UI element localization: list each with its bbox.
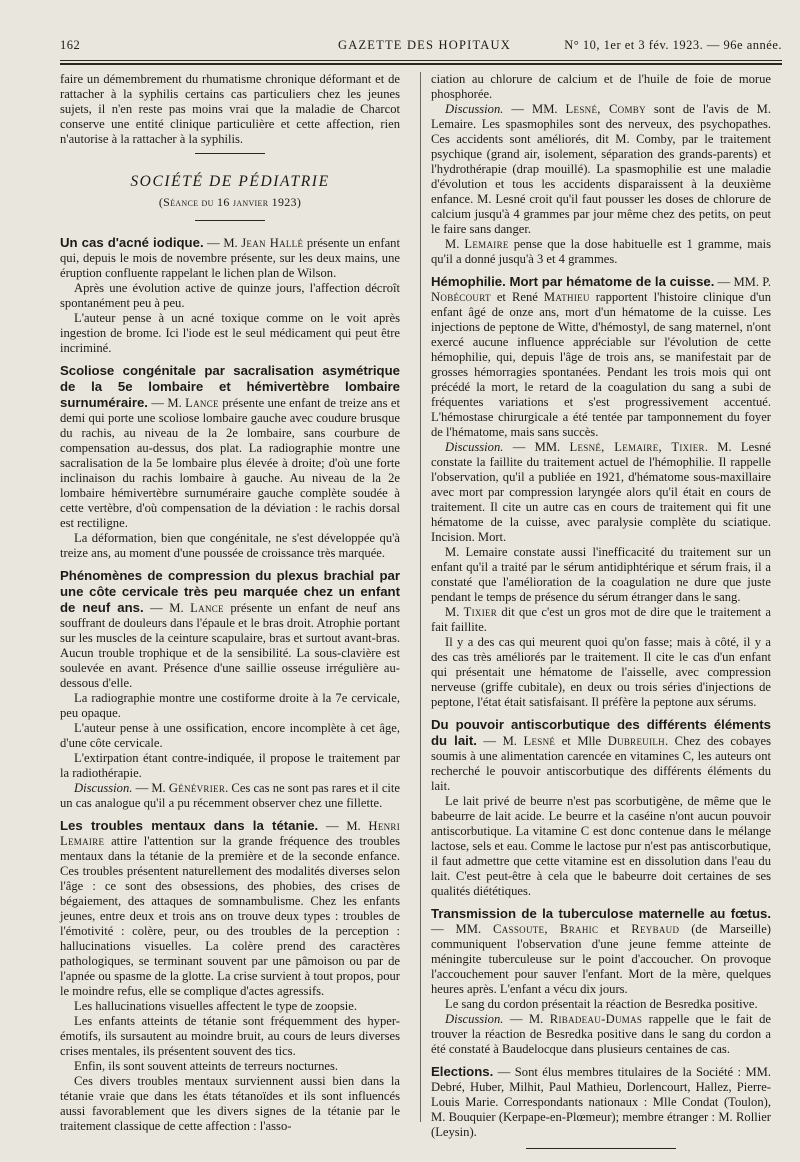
paragraph: Il y a des cas qui meurent quoi qu'on fasse; mais à côté, il y a des cas très améliorés par le traitement. Il cite le cas d'un enfant qui présentait une hématome de l'aisselle, avec compression nerveuse (griffe cubitale), en deux ou trois séries d'injections de peptone, l'état était satisfaisant. Il préfère la peptone aux sérums. bbox=[431, 635, 771, 709]
intro-paragraph: faire un démembrement du rhumatisme chronique déformant et de rattacher à la syphilis certains cas particuliers chez les jeunes sujets, il n'en reste pas moins vrai que la maladie de Charcot conserve une entité clinique particulière et cette affection, rien n'autorise à la rattacher à la syphilis. bbox=[60, 72, 400, 146]
article-tuberculose: Transmission de la tuberculose maternelle au fœtus. — MM. Cassoute, Brahic et Reybaud (de Marseille) communiquent l'observation d'une jeune femme atteinte de méningite tuberculeuse sur le point d'accoucher. On provoque l'accouchement pour sauver l'enfant. Mort de la mère, quelques heures après. L'enfant a vécu dix jours. Le sang du cordon présentait la réaction de Besredka positive. Discussion. — M. Ribadeau-Dumas rappelle que le fait de trouver la réaction de Besredka positive dans le sang du cordon a été constaté à Baudelocque dans plusieurs centaines de cas. bbox=[431, 906, 772, 1056]
author-name: Cassoute, Brahic bbox=[493, 922, 599, 936]
article-title: Elections. bbox=[431, 1064, 494, 1079]
article-elections: Elections. — Sont élus membres titulaires de la Société : MM. Debré, Huber, Milhit, Paul Mathieu, Dorlencourt, Hallez, Pierre-Louis Marie. Correspondants nationaux : Mlle Condat (Toulon), M. Bouquier (Kerpape-en-Plœmeur); membre étranger : M. Rollier (Leysin). bbox=[431, 1064, 771, 1139]
author-name: Génévrier bbox=[168, 781, 226, 795]
article-title: Du pouvoir antiscorbutique des différents éléments du lait. bbox=[431, 717, 771, 748]
article-hemophilie: Hémophilie. Mort par hématome de la cuisse. — MM. P. Nobécourt et René Mathieu rapportent l'histoire clinique d'un enfant âgé de onze ans, mort d'un hématome de la cuisse. Les injections de peptone de Witte, d'hémostyl, de sang maternel, n'ont exercé aucune influence appréciable sur l'évolution de cette hémophilie, qui, depuis l'âge de trois ans, se manifestait par de grosses hémorragies spontanées. Pendant les trois mois qui ont précédé la mort, le retard de la coagulation du sang a subi de fréquentes variations et s'est progressivement accentué. L'hémostase chirurgicale a été tentée par tamponnement du foyer de l'hématome, mais sans succès. Discussion. — MM. Lesné, Lemaire, Tixier. M. Lesné constate la faillite du traitement actuel de l'hémophilie. Il rappelle l'observation, qu'il a publiée en 1921, d'hématome sous-maxillaire avec mort par compression laryngée alors qu'il était en cours de traitement. Il cite un autre cas en cours de traitement qui fit une hématome de la cuisse, avec paralysie complète du sciatique. Incision. Mort. M. Lemaire constate aussi l'inefficacité du traitement sur un enfant qu'il a traité par le sérum antidiphtérique et sérum frais, il a constaté que l'amélioration de la coagulation ne dure que juste pendant le temps de présence du sérum étranger dans le sang. M. Tixier dit que c'est un gros mot de dire que le traitement a fait faillite. Il y a des cas qui meurent quoi qu'on fasse; mais à côté, il y a des cas très améliorés par le traitement. Il cite le cas d'un enfant qui présentait une hématome de l'aisselle, avec compression nerveuse (griffe cubitale), en deux ou trois séries d'injections de peptone, l'état était satisfaisant. Il préfère la peptone aux sérums. bbox=[431, 274, 772, 709]
paragraph: L'auteur pense à une ossification, encore incomplète à cet âge, d'une côte cervicale. bbox=[60, 721, 400, 750]
paragraph: Le sang du cordon présentait la réaction de Besredka positive. bbox=[445, 997, 758, 1011]
paragraph: L'auteur pense à un acné toxique comme on le voit après ingestion de brome. Ici l'iode est le seul médicament qui peut être incriminé. bbox=[60, 311, 400, 355]
author-name: Dubreuilh bbox=[607, 734, 665, 748]
author-name: Lance bbox=[185, 396, 219, 410]
paragraph: La déformation, bien que congénitale, ne s'est développée qu'à treize ans, au moment d'une poussée de croissance très marquée. bbox=[60, 531, 400, 560]
header-rule-double bbox=[60, 63, 782, 65]
article-title: Hémophilie. Mort par hématome de la cuisse. bbox=[431, 274, 715, 289]
separator-rule bbox=[195, 153, 265, 154]
author-name: Tixier bbox=[463, 605, 498, 619]
discussion-paragraph: Discussion. — M. Ribadeau-Dumas rappelle que le fait de trouver la réaction de Besredka positive dans le sang du cordon a été constaté à Baudelocque dans plusieurs centaines de cas. bbox=[431, 1012, 771, 1056]
paragraph: La radiographie montre une costiforme droite à la 7e cervicale, peu opaque. bbox=[60, 691, 400, 720]
author-name: Lesné bbox=[523, 734, 556, 748]
section-title: SOCIÉTÉ DE PÉDIATRIE bbox=[130, 173, 330, 190]
issue-date: N° 10, 1er et 3 fév. 1923. — 96e année. bbox=[564, 38, 782, 52]
author-name: Jean Hallé bbox=[241, 236, 304, 250]
author-name: Ribadeau-Dumas bbox=[549, 1012, 643, 1026]
author-name: Reybaud bbox=[631, 922, 680, 936]
discussion-paragraph: Discussion. — M. Génévrier. Ces cas ne sont pas rares et il cite un cas analogue qu'il a pu récemment observer chez une fillette. bbox=[60, 781, 400, 810]
left-column bbox=[60, 72, 400, 1134]
end-rule bbox=[526, 1148, 676, 1149]
paragraph: Les enfants atteints de tétanie sont fréquemment des hyper-émotifs, ils sursautent au moindre bruit, au cours de leurs diverses crises mentales, ils présentent souvent des tics. bbox=[60, 1014, 400, 1058]
article-title: Les troubles mentaux dans la tétanie. bbox=[60, 818, 319, 833]
seance-date: (Séance du 16 janvier 1923) bbox=[158, 195, 302, 209]
article-acne: Un cas d'acné iodique. — M. Jean Hallé présente un enfant qui, depuis le mois de novembre présente, sur les deux mains, une éruption confluente rappelant le lichen plan de Wilson. Après une évolution active de quinze jours, l'affection décroît spontanément peu à peu. L'auteur pense à un acné toxique comme on le voit après ingestion de brome. Ici l'iode est le seul médicament qui peut être incriminé. bbox=[60, 235, 400, 355]
header-rule bbox=[60, 60, 782, 61]
article-tetanie: Les troubles mentaux dans la tétanie. — M. Henri Lemaire attire l'attention sur la grande fréquence des troubles mentaux dans la tétanie de la première et de la seconde enfance. Ces troubles présentent naturellement des modalités diverses selon l'âge : ce sont des obsessions, des phobies, des crises de bégaiement, des attaques de somnambulisme. Chez les enfants jeunes, entre deux et trois ans on trouve deux types : troubles de l'émotivité : colère, peur, ou des troubles de la perception : hallucinations visuelles. La colère prend des caractères pathologiques, se terminant souvent par une pâmoison ou par de l'apnée ou spasme de la glotte. La crise survient à tout propos, pour le moindre refus, elle se complique d'actes agressifs. Les hallucinations visuelles affectent le type de zoopsie. Les enfants atteints de tétanie sont fréquemment des hyper-émotifs, ils sursautent au moindre bruit, au cours de leurs diverses crises mentales, ils présentent souvent des tics. Enfin, ils sont souvent atteints de terreurs nocturnes. Ces divers troubles mentaux surviennent aussi bien dans la tétanie vraie que dans les états tétanoïdes et ils sont influencés aussi favorablement que les divers signes de la tétanie par le traitement classique de cette affection : l'asso- bbox=[60, 818, 401, 1133]
discussion-paragraph: Discussion. — MM. Lesné, Lemaire, Tixier. M. Lesné constate la faillite du traitement actuel de l'hémophilie. Il rappelle l'observation, qu'il a publiée en 1921, d'hématome sous-maxillaire avec mort par compression laryngée alors qu'il était en cours de traitement. Il cite un autre cas en cours de traitement qui fit une hématome de la cuisse, avec paralysie complète du sciatique. Incision. Mort. bbox=[431, 440, 771, 544]
article-title: Transmission de la tuberculose maternelle au fœtus. bbox=[431, 906, 771, 921]
author-name: Mathieu bbox=[543, 290, 590, 304]
separator-rule bbox=[195, 220, 265, 221]
paragraph: Ces divers troubles mentaux surviennent aussi bien dans la tétanie vraie que dans les états tétanoïdes et ils sont influencés aussi favorablement que les divers signes de la tétanie par le traitement classique de cette affection : l'asso- bbox=[60, 1074, 400, 1133]
paragraph: L'extirpation étant contre-indiquée, il propose le traitement par la radiothérapie. bbox=[60, 751, 400, 780]
continued-paragraph: ciation au chlorure de calcium et de l'huile de foie de morue phosphorée. bbox=[431, 72, 771, 101]
article-antiscorbutique: Du pouvoir antiscorbutique des différents éléments du lait. — M. Lesné et Mlle Dubreuilh. Chez des cobayes soumis à une alimentation carencée en vitamines C, les auteurs ont recherché le pouvoir antiscorbutique des différents éléments du lait. Le lait privé de beurre n'est pas scorbutigène, de même que le babeurre de lait acide. Le beurre et la caséine n'ont aucun pouvoir antiscorbutique. La vitamine C est donc contenue dans le mélange lactose, sels et eau. Comme le lactose pur n'est pas antiscorbutique, il faut admettre que cette vitamine est en dissolution dans l'eau du lait. C'est peut-être à cela que le babeurre doit certaines de ses qualités diététiques. bbox=[431, 717, 771, 898]
article-plexus: Phénomènes de compression du plexus brachial par une côte cervicale très peu marquée chez un enfant de neuf ans. — M. Lance présente un enfant de neuf ans souffrant de douleurs dans l'épaule et le bras droit. Atrophie portant sur les muscles de la ceinture scapulaire, bras et surtout avant-bras. Aucun trouble trophique et de la sensibilité. La sous-clavière est soulevée en avant. Présence d'une saillie osseuse irrégulière au-dessous d'elle. La radiographie montre une costiforme droite à la 7e cervicale, peu opaque. L'auteur pense à une ossification, encore incomplète à cet âge, d'une côte cervicale. L'extirpation étant contre-indiquée, il propose le traitement par la radiothérapie. Discussion. — M. Génévrier. Ces cas ne sont pas rares et il cite un cas analogue qu'il a pu récemment observer chez une fillette. bbox=[60, 568, 400, 810]
author-name: Lesné, Comby bbox=[565, 102, 646, 116]
paragraph: Enfin, ils sont souvent atteints de terreurs nocturnes. bbox=[74, 1059, 339, 1073]
journal-title: GAZETTE DES HOPITAUX bbox=[338, 38, 511, 52]
paragraph: Après une évolution active de quinze jours, l'affection décroît spontanément peu à peu. bbox=[60, 281, 400, 310]
article-scoliose: Scoliose congénitale par sacralisation asymétrique de la 5e lombaire et hémivertèbre lombaire surnuméraire. — M. Lance présente une enfant de treize ans et demi qui porte une scoliose lombaire gauche avec coudure brusque du rachis, au niveau de la 2e lombaire, sans courbure de compensation au-dessus, dos plat. La radiographie montre une sacralisation de la 5e lombaire plus élevée à droite; d'où une forte inclinaison du rachis lombaire à gauche. Au niveau de la 2e lombaire hémivertèbre surnuméraire gauche complète soudée à cette vertèbre, d'où compensation de la déviation : le rachis dorsal est rectiligne. La déformation, bien que congénitale, ne s'est développée qu'à treize ans, au moment d'une poussée de croissance très marquée. bbox=[60, 363, 400, 560]
paragraph: Le lait privé de beurre n'est pas scorbutigène, de même que le babeurre de lait acide. Le beurre et la caséine n'ont aucun pouvoir antiscorbutique. La vitamine C est donc contenue dans le mélange lactose, sels et eau. Comme le lactose pur n'est pas antiscorbutique, il faut admettre que cette vitamine est en dissolution dans l'eau du lait. C'est peut-être à cela que le babeurre doit certaines de ses qualités diététiques. bbox=[431, 794, 771, 898]
author-name: Lemaire bbox=[464, 237, 509, 251]
page-number: 162 bbox=[60, 38, 81, 52]
article-title: Scoliose congénitale par sacralisation asymétrique de la 5e lombaire et hémivertèbre lombaire surnuméraire. bbox=[60, 363, 400, 410]
author-name: Henri Lemaire bbox=[60, 819, 401, 848]
author-name: Lance bbox=[190, 601, 224, 615]
paragraph: M. Lemaire constate aussi l'inefficacité du traitement sur un enfant qu'il a traité par le sérum antidiphtérique et sérum frais, il a constaté que l'amélioration de la coagulation ne dure que juste pendant le temps de présence du sérum étranger dans le sang. bbox=[431, 545, 771, 604]
author-name: Nobécourt bbox=[431, 290, 491, 304]
discussion-paragraph: Discussion. — MM. Lesné, Comby sont de l'avis de M. Lemaire. Les spasmophiles sont des nerveux, des psychopathes. Ces accidents sont améliorés, dit M. Comby, par le traitement psychique (grand air, isolement, séparation des grands-parents) et l'hydrothérapie (drap mouillé). La spasmophilie est une maladie d'évolution et tous les accidents disparaissent à la deuxième enfance. M. Lesné croit qu'il faut pousser les doses de chlorure de calcium jusqu'à 4 grammes par jour même chez des petits, on peut le faire sans danger. bbox=[431, 102, 771, 236]
right-column bbox=[431, 72, 771, 1149]
article-title: Un cas d'acné iodique. bbox=[60, 235, 204, 250]
article-title: Phénomènes de compression du plexus brachial par une côte cervicale très peu marquée chez un enfant de neuf ans. bbox=[60, 568, 400, 615]
author-name: Lesné, Lemaire, Tixier bbox=[569, 440, 705, 454]
running-header bbox=[60, 36, 782, 56]
paragraph: M. Lemaire pense que la dose habituelle est 1 gramme, mais qu'il a donné jusqu'à 3 et 4 grammes. bbox=[431, 237, 771, 266]
paragraph: M. Tixier dit que c'est un gros mot de dire que le traitement a fait faillite. bbox=[431, 605, 771, 634]
paragraph: Les hallucinations visuelles affectent le type de zoopsie. bbox=[74, 999, 358, 1013]
column-divider bbox=[420, 72, 421, 1122]
